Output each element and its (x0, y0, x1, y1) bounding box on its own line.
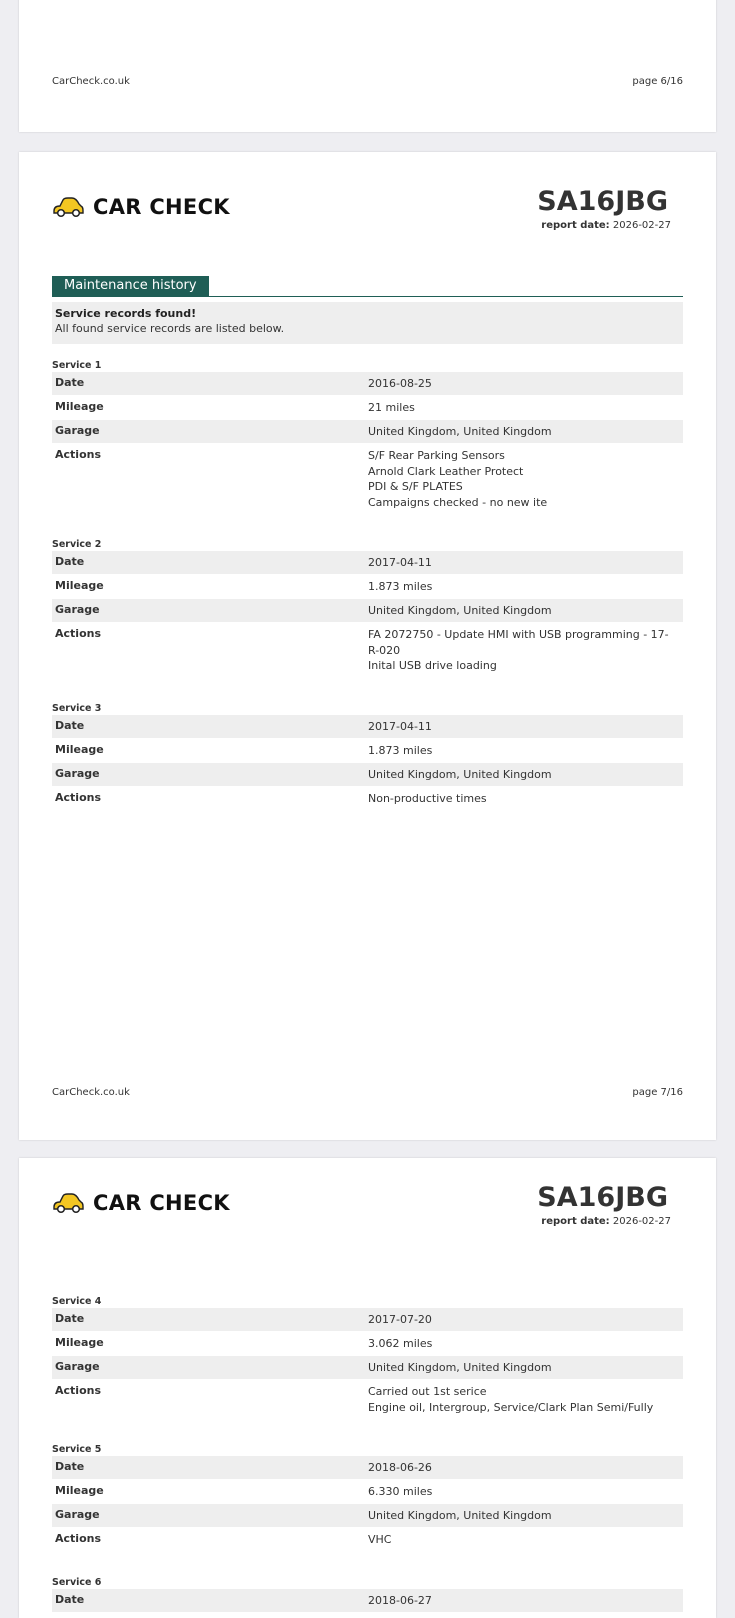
logo-text: CAR CHECK (93, 195, 230, 219)
action-line: Engine oil, Intergroup, Service/Clark Plan Semi/Fully (368, 1400, 654, 1414)
field-value: 1.873 miles (368, 744, 433, 757)
field-value: United Kingdom, United Kingdom (368, 768, 552, 781)
car-check-logo (52, 192, 230, 222)
field-label: Date (55, 1460, 85, 1473)
action-line: Carried out 1st serice (368, 1385, 487, 1398)
field-label: Actions (55, 448, 101, 461)
section-header (52, 276, 683, 297)
field-value: United Kingdom, United Kingdom (368, 1509, 552, 1522)
field-value (368, 1528, 683, 1552)
service-record (52, 1444, 683, 1553)
service-row-date (52, 715, 683, 739)
service-title: Service 2 (52, 539, 102, 550)
car-icon (52, 1192, 84, 1214)
service-row-date (52, 1456, 683, 1480)
action-line: Arnold Clark Leather Protect (368, 464, 524, 478)
footer-site: CarCheck.co.uk (52, 1087, 130, 1098)
field-label: Mileage (55, 743, 104, 756)
registration-plate: SA16JBG (537, 1182, 668, 1213)
field-label: Date (55, 1593, 85, 1606)
field-value: United Kingdom, United Kingdom (368, 425, 552, 438)
car-icon (52, 196, 84, 218)
field-value: 2017-04-11 (368, 556, 432, 569)
action-line: Campaigns checked - no new ite (368, 495, 548, 509)
action-line: FA 2072750 - Update HMI with USB programming - 17-R-020 (368, 628, 669, 657)
field-label: Mileage (55, 400, 104, 413)
action-line: S/F Rear Parking Sensors (368, 449, 505, 462)
notice-title: Service records found! (55, 307, 197, 320)
field-value (368, 1380, 683, 1419)
field-label: Actions (55, 627, 101, 640)
service-title: Service 4 (52, 1296, 102, 1307)
car-check-logo (52, 1188, 230, 1218)
service-row-date (52, 372, 683, 396)
field-label: Garage (55, 603, 100, 616)
footer-site: CarCheck.co.uk (52, 76, 130, 87)
service-row-mileage (52, 1332, 683, 1356)
service-row-date (52, 1589, 683, 1613)
field-label: Date (55, 719, 85, 732)
field-value: United Kingdom, United Kingdom (368, 1361, 552, 1374)
field-label: Mileage (55, 579, 104, 592)
service-row-actions (52, 1380, 683, 1420)
field-label: Actions (55, 1384, 101, 1397)
field-label: Mileage (55, 1484, 104, 1497)
field-value (368, 623, 683, 678)
service-row-actions (52, 787, 683, 812)
service-row-garage (52, 763, 683, 787)
field-value: 21 miles (368, 401, 415, 414)
service-row-actions (52, 1528, 683, 1553)
field-label: Date (55, 376, 85, 389)
service-row-garage (52, 599, 683, 623)
logo-text: CAR CHECK (93, 1191, 230, 1215)
field-value (368, 444, 683, 514)
service-row-date (52, 1308, 683, 1332)
notice-text: All found service records are listed below. (55, 322, 285, 335)
field-value: 2018-06-26 (368, 1461, 432, 1474)
field-value (368, 787, 683, 811)
service-row-mileage (52, 396, 683, 420)
service-record (52, 1296, 683, 1420)
service-row-mileage (52, 1480, 683, 1504)
field-value: 1.873 miles (368, 580, 433, 593)
service-notice (52, 302, 683, 344)
registration-plate: SA16JBG (537, 186, 668, 217)
action-line: Non-productive times (368, 792, 487, 805)
service-row-mileage (52, 739, 683, 763)
field-value: 6.330 miles (368, 1485, 433, 1498)
action-line: Inital USB drive loading (368, 659, 497, 672)
footer-page-number: page 7/16 (632, 1087, 683, 1098)
service-row-actions (52, 623, 683, 679)
service-title: Service 1 (52, 360, 102, 371)
field-label: Actions (55, 791, 101, 804)
action-line: PDI & S/F PLATES (368, 480, 463, 493)
field-value: 2017-04-11 (368, 720, 432, 733)
service-record (52, 703, 683, 812)
field-value: United Kingdom, United Kingdom (368, 604, 552, 617)
footer-page-number: page 6/16 (632, 76, 683, 87)
field-label: Actions (55, 1532, 101, 1545)
field-label: Date (55, 555, 85, 568)
service-row-garage (52, 1504, 683, 1528)
field-value: 2018-06-27 (368, 1594, 432, 1607)
service-title: Service 6 (52, 1577, 102, 1588)
service-row-garage (52, 420, 683, 444)
report-date: report date: 2026-02-27 (541, 220, 671, 231)
service-record (52, 1577, 683, 1613)
service-row-garage (52, 1356, 683, 1380)
service-row-date (52, 551, 683, 575)
service-row-mileage (52, 575, 683, 599)
field-label: Mileage (55, 1336, 104, 1349)
field-label: Garage (55, 1508, 100, 1521)
field-label: Date (55, 1312, 85, 1325)
page-7 (19, 152, 716, 1140)
service-title: Service 3 (52, 703, 102, 714)
service-title: Service 5 (52, 1444, 102, 1455)
field-label: Garage (55, 1360, 100, 1373)
field-label: Garage (55, 424, 100, 437)
page-8 (19, 1158, 716, 1618)
service-record (52, 360, 683, 515)
section-title: Maintenance history (52, 276, 209, 296)
service-row-actions (52, 444, 683, 515)
field-label: Garage (55, 767, 100, 780)
service-record (52, 539, 683, 679)
report-date: report date: 2026-02-27 (541, 1216, 671, 1227)
field-value: 2016-08-25 (368, 377, 432, 390)
page-6 (19, 0, 716, 132)
action-line: VHC (368, 1533, 392, 1546)
field-value: 2017-07-20 (368, 1313, 432, 1326)
field-value: 3.062 miles (368, 1337, 433, 1350)
